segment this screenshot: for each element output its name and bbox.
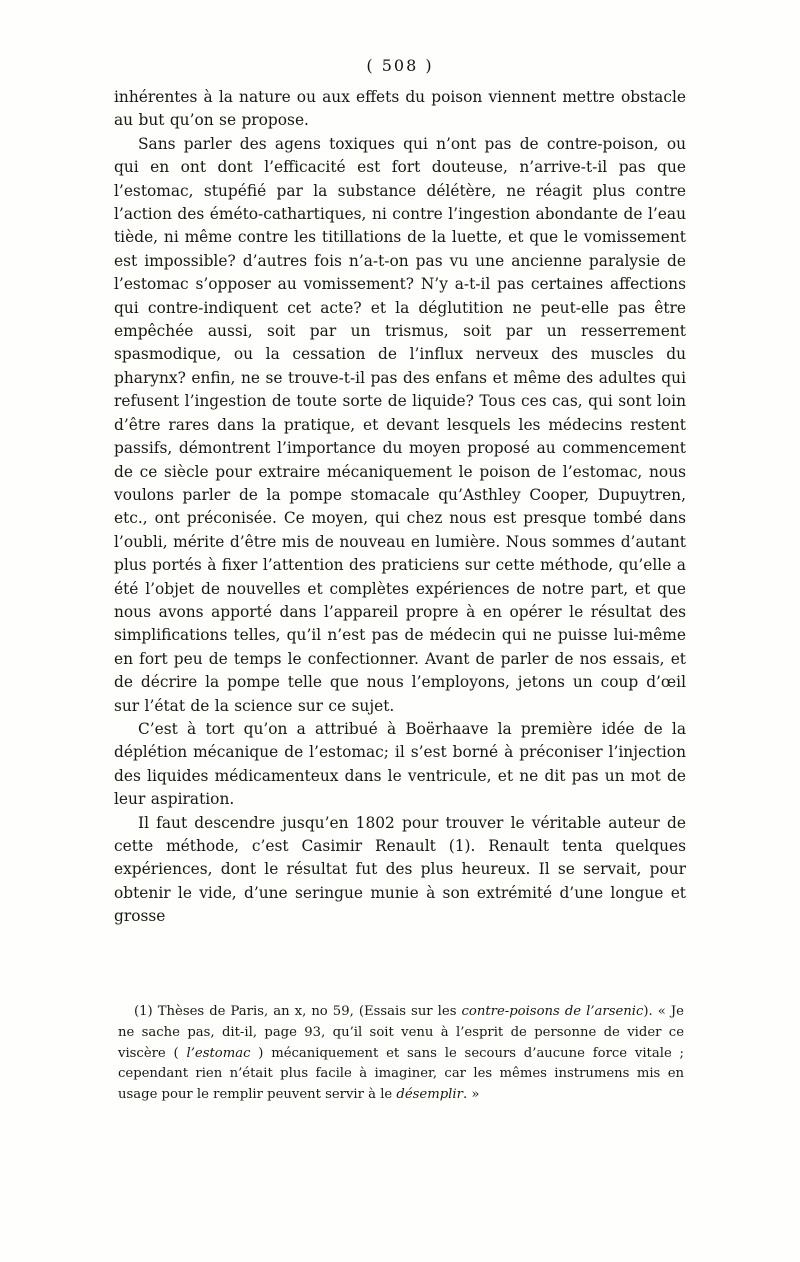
footnote-text-italic: désemplir <box>396 1087 463 1103</box>
footnote-text: ) mécaniquement et sans le secours d’aucune force vitale ; cependant rien n’était plus facile à imaginer, car les mêmes instrumens mis en usage pour le remplir peuvent servir à le <box>118 1045 684 1103</box>
footnote-text-italic: contre-poisons de l’arsenic <box>461 1004 644 1019</box>
footnote-text: (1) Thèses de Paris, an x, no 59, (Essais sur les <box>134 1004 462 1019</box>
page-number: ( 508 ) <box>366 56 434 75</box>
footnote <box>118 1002 684 1106</box>
paragraph: Il faut descendre jusqu’en 1802 pour trouver le véritable auteur de cette méthode, c’est Casimir Renault (1). Renault tenta quelques expériences, dont le résultat fut des plus heureux. Il se servait, pour obtenir le vide, d’une seringue munie à son extrémité d’une longue et grosse <box>114 813 686 926</box>
body-text <box>114 86 686 929</box>
paragraph-continuation: inhérentes à la nature ou aux effets du poison viennent mettre obstacle au but qu’on se propose. <box>114 88 686 130</box>
footnote-text-italic: l’estomac <box>186 1045 251 1061</box>
paragraph: Sans parler des agens toxiques qui n’ont pas de contre-poison, ou qui en ont dont l’efficacité est fort douteuse, n’arrive-t-il pas que l’estomac, stupéfié par la substance délétère, ne réagit plus contre l’action des éméto-cathartiques, ni contre l’ingestion abondante de l’eau tiède, ni même contre les titillations de la luette, et que le vomissement est impossible? d’autres fois n’a-t-on pas vu une ancienne paralysie de l’estomac s’opposer au vomissement? N’y a-t-il pas certaines affections qui contre-indiquent cet acte? et la déglutition ne peut-elle pas être empêchée aussi, soit par un trismus, soit par un resserrement spasmodique, ou la cessation de l’influx nerveux des muscles du pharynx? enfin, ne se trouve-t-il pas des enfans et même des adultes qui refusent l’ingestion de toute sorte de liquide? Tous ces cas, qui sont loin d’être rares dans la pratique, et devant lesquels les médecins restent passifs, démontrent l’importance du moyen proposé au commencement de ce siècle pour extraire mécaniquement le poison de l’estomac, nous voulons parler de la pompe stomacale qu’Asthley Cooper, Dupuytren, etc., ont préconisée. Ce moyen, qui chez nous est presque tombé dans l’oubli, mérite d’être mis de nouveau en lumière. Nous sommes d’autant plus portés à fixer l’attention des praticiens sur cette méthode, qu’elle a été l’objet de nouvelles et complètes expériences de notre part, et que nous avons apporté dans l’appareil propre à en opérer le résultat des simplifications telles, qu’il n’est pas de médecin qui ne puisse lui-même en fort peu de temps le confectionner. Avant de parler de nos essais, et de décrire la pompe telle que nous l’employons, jetons un coup d’œil sur l’état de la science sur ce sujet. <box>114 134 686 715</box>
footnote-text: ). « Je ne sache pas, dit-il, page 93, qu’il soit venu à l’esprit de personne de vider ce viscère ( <box>118 1004 684 1061</box>
footnote-text: . » <box>462 1087 480 1103</box>
paragraph: C’est à tort qu’on a attribué à Boërhaave la première idée de la déplétion mécanique de l’estomac; il s’est borné à préconiser l’injection des liquides médicamenteux dans le ventricule, et ne dit pas un mot de leur aspiration. <box>114 719 686 809</box>
